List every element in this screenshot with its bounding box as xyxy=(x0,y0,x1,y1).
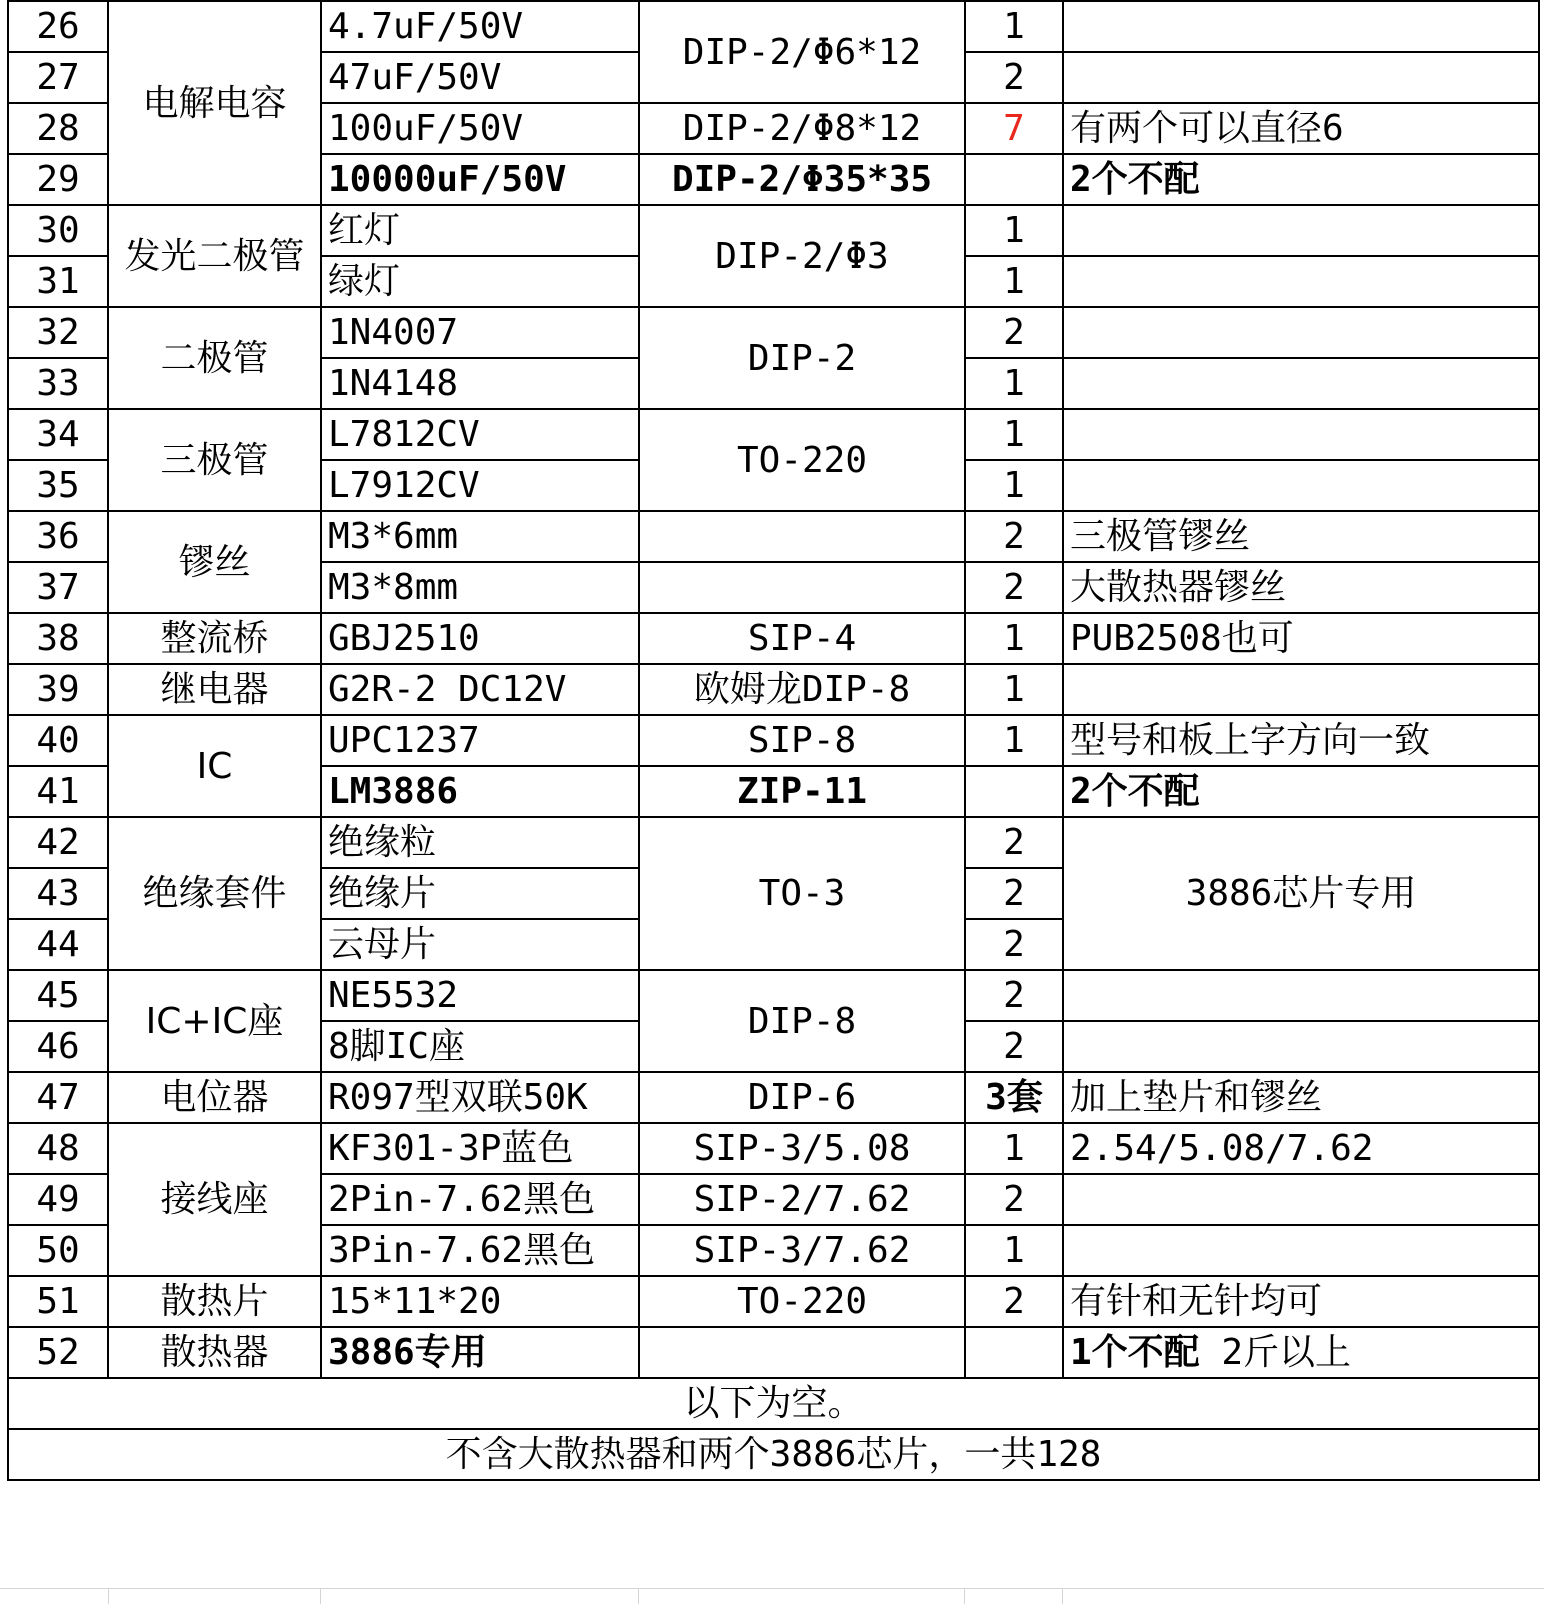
qty-cell[interactable]: 2 xyxy=(965,1021,1063,1072)
row-number[interactable]: 34 xyxy=(8,409,108,460)
package-cell[interactable]: DIP-2/Φ3 xyxy=(639,205,965,307)
note-cell[interactable] xyxy=(1063,1327,1539,1378)
qty-cell[interactable]: 1 xyxy=(965,256,1063,307)
note-cell[interactable]: 2个不配 xyxy=(1063,154,1539,205)
package-cell[interactable]: TO-220 xyxy=(639,1276,965,1327)
note-cell[interactable] xyxy=(1063,460,1539,511)
row-number[interactable]: 39 xyxy=(8,664,108,715)
qty-cell[interactable]: 1 xyxy=(965,715,1063,766)
note-cell[interactable]: 加上垫片和镠丝 xyxy=(1063,1072,1539,1123)
empty-notice[interactable]: 以下为空。 xyxy=(8,1378,1539,1429)
category-cell[interactable]: 镠丝 xyxy=(108,511,321,613)
spec-cell[interactable]: M3*6mm xyxy=(321,511,639,562)
row-number[interactable]: 51 xyxy=(8,1276,108,1327)
qty-cell[interactable]: 1 xyxy=(965,613,1063,664)
note-cell[interactable]: 有两个可以直径6 xyxy=(1063,103,1539,154)
row-number[interactable]: 29 xyxy=(8,154,108,205)
category-cell[interactable]: 发光二极管 xyxy=(108,205,321,307)
table-row xyxy=(8,817,1539,868)
spec-cell[interactable]: 4.7uF/50V xyxy=(321,1,639,52)
qty-cell[interactable]: 1 xyxy=(965,1225,1063,1276)
qty-cell[interactable]: 2 xyxy=(965,868,1063,919)
qty-cell[interactable]: 1 xyxy=(965,460,1063,511)
qty-cell[interactable]: 1 xyxy=(965,205,1063,256)
qty-cell[interactable]: 1 xyxy=(965,409,1063,460)
note-cell[interactable] xyxy=(1063,358,1539,409)
qty-cell[interactable] xyxy=(965,1327,1063,1378)
spec-cell[interactable]: 10000uF/50V xyxy=(321,154,639,205)
qty-cell[interactable]: 2 xyxy=(965,562,1063,613)
row-number[interactable]: 26 xyxy=(8,1,108,52)
category-cell[interactable]: 继电器 xyxy=(108,664,321,715)
spec-cell[interactable]: LM3886 xyxy=(321,766,639,817)
note-cell[interactable]: 3886芯片专用 xyxy=(1063,817,1539,970)
package-cell[interactable]: SIP-3/5.08 xyxy=(639,1123,965,1174)
qty-cell[interactable]: 2 xyxy=(965,970,1063,1021)
row-number[interactable]: 40 xyxy=(8,715,108,766)
category-cell[interactable]: 三极管 xyxy=(108,409,321,511)
note-cell[interactable] xyxy=(1063,205,1539,256)
note-bold-part: 1个不配 xyxy=(1070,1332,1200,1373)
package-cell[interactable]: TO-3 xyxy=(639,817,965,970)
row-number[interactable]: 44 xyxy=(8,919,108,970)
package-cell[interactable]: SIP-4 xyxy=(639,613,965,664)
row-number[interactable]: 45 xyxy=(8,970,108,1021)
total-notice-row xyxy=(8,1429,1539,1480)
row-number[interactable]: 32 xyxy=(8,307,108,358)
grid-divider xyxy=(964,1589,965,1604)
package-cell[interactable]: SIP-8 xyxy=(639,715,965,766)
package-cell[interactable]: TO-220 xyxy=(639,409,965,511)
spec-cell[interactable]: GBJ2510 xyxy=(321,613,639,664)
table-row xyxy=(8,1276,1539,1327)
note-cell[interactable] xyxy=(1063,1225,1539,1276)
note-cell[interactable]: 2.54/5.08/7.62 xyxy=(1063,1123,1539,1174)
category-cell[interactable]: IC xyxy=(108,715,321,817)
spec-cell[interactable]: 云母片 xyxy=(321,919,639,970)
spec-cell[interactable]: 3886专用 xyxy=(321,1327,639,1378)
row-number[interactable]: 36 xyxy=(8,511,108,562)
total-notice[interactable]: 不含大散热器和两个3886芯片，一共128 xyxy=(8,1429,1539,1480)
qty-cell[interactable]: 3套 xyxy=(965,1072,1063,1123)
qty-cell[interactable]: 2 xyxy=(965,817,1063,868)
qty-cell[interactable]: 2 xyxy=(965,1276,1063,1327)
row-number[interactable]: 43 xyxy=(8,868,108,919)
category-cell[interactable]: 电解电容 xyxy=(108,1,321,205)
row-number[interactable]: 27 xyxy=(8,52,108,103)
row-number[interactable]: 46 xyxy=(8,1021,108,1072)
qty-cell-highlighted[interactable]: 7 xyxy=(965,103,1063,154)
spec-cell[interactable]: 100uF/50V xyxy=(321,103,639,154)
spec-cell[interactable]: 绿灯 xyxy=(321,256,639,307)
note-cell[interactable]: 三极管镠丝 xyxy=(1063,511,1539,562)
row-number[interactable]: 30 xyxy=(8,205,108,256)
qty-cell[interactable]: 2 xyxy=(965,919,1063,970)
qty-cell[interactable]: 1 xyxy=(965,1,1063,52)
row-number[interactable]: 28 xyxy=(8,103,108,154)
note-cell[interactable] xyxy=(1063,970,1539,1021)
table-row xyxy=(8,409,1539,460)
package-cell[interactable]: SIP-2/7.62 xyxy=(639,1174,965,1225)
table-row xyxy=(8,1,1539,52)
qty-cell[interactable]: 1 xyxy=(965,358,1063,409)
note-cell[interactable]: 有针和无针均可 xyxy=(1063,1276,1539,1327)
spec-cell[interactable]: 红灯 xyxy=(321,205,639,256)
spec-cell[interactable]: G2R-2 DC12V xyxy=(321,664,639,715)
row-number[interactable]: 52 xyxy=(8,1327,108,1378)
package-cell[interactable]: ZIP-11 xyxy=(639,766,965,817)
spec-cell[interactable]: 47uF/50V xyxy=(321,52,639,103)
sheet-gridlines xyxy=(0,1588,1544,1604)
grid-divider xyxy=(638,1589,639,1604)
note-cell[interactable] xyxy=(1063,664,1539,715)
spec-cell[interactable]: KF301-3P蓝色 xyxy=(321,1123,639,1174)
table-row xyxy=(8,715,1539,766)
package-cell[interactable]: DIP-2 xyxy=(639,307,965,409)
qty-cell[interactable] xyxy=(965,766,1063,817)
package-cell[interactable] xyxy=(639,562,965,613)
row-number[interactable]: 38 xyxy=(8,613,108,664)
note-cell[interactable]: 大散热器镠丝 xyxy=(1063,562,1539,613)
qty-cell[interactable]: 2 xyxy=(965,307,1063,358)
table-row xyxy=(8,1327,1539,1378)
note-cell[interactable] xyxy=(1063,256,1539,307)
qty-cell[interactable]: 2 xyxy=(965,52,1063,103)
table-row xyxy=(8,613,1539,664)
package-cell[interactable]: 欧姆龙DIP-8 xyxy=(639,664,965,715)
package-cell[interactable]: DIP-2/Φ35*35 xyxy=(639,154,965,205)
note-cell[interactable] xyxy=(1063,307,1539,358)
spec-cell[interactable]: 2Pin-7.62黑色 xyxy=(321,1174,639,1225)
table-row xyxy=(8,664,1539,715)
spec-cell[interactable]: 1N4148 xyxy=(321,358,639,409)
grid-divider xyxy=(108,1589,109,1604)
grid-divider xyxy=(320,1589,321,1604)
note-cell[interactable]: 型号和板上字方向一致 xyxy=(1063,715,1539,766)
bom-table xyxy=(7,0,1540,1481)
table-row xyxy=(8,511,1539,562)
package-cell[interactable] xyxy=(639,1327,965,1378)
category-cell[interactable]: 整流桥 xyxy=(108,613,321,664)
note-cell[interactable] xyxy=(1063,1,1539,52)
spec-cell[interactable]: 绝缘片 xyxy=(321,868,639,919)
qty-cell[interactable]: 1 xyxy=(965,664,1063,715)
category-cell[interactable]: 散热片 xyxy=(108,1276,321,1327)
note-cell[interactable] xyxy=(1063,409,1539,460)
note-cell[interactable]: 2个不配 xyxy=(1063,766,1539,817)
category-cell[interactable]: 绝缘套件 xyxy=(108,817,321,970)
spec-cell[interactable]: R097型双联50K xyxy=(321,1072,639,1123)
package-cell[interactable] xyxy=(639,511,965,562)
spec-cell[interactable]: L7912CV xyxy=(321,460,639,511)
package-cell[interactable]: DIP-2/Φ8*12 xyxy=(639,103,965,154)
note-cell[interactable] xyxy=(1063,1174,1539,1225)
spec-cell[interactable]: NE5532 xyxy=(321,970,639,1021)
table-row xyxy=(8,1123,1539,1174)
table-row xyxy=(8,205,1539,256)
spec-cell[interactable]: 3Pin-7.62黑色 xyxy=(321,1225,639,1276)
row-number[interactable]: 33 xyxy=(8,358,108,409)
spec-cell[interactable]: L7812CV xyxy=(321,409,639,460)
spec-cell[interactable]: 8脚IC座 xyxy=(321,1021,639,1072)
row-number[interactable]: 35 xyxy=(8,460,108,511)
note-cell[interactable] xyxy=(1063,52,1539,103)
spec-cell[interactable]: 绝缘粒 xyxy=(321,817,639,868)
empty-notice-row xyxy=(8,1378,1539,1429)
row-number[interactable]: 49 xyxy=(8,1174,108,1225)
category-cell[interactable]: 接线座 xyxy=(108,1123,321,1276)
spec-cell[interactable]: 15*11*20 xyxy=(321,1276,639,1327)
row-number[interactable]: 37 xyxy=(8,562,108,613)
qty-cell[interactable] xyxy=(965,154,1063,205)
package-cell[interactable]: DIP-6 xyxy=(639,1072,965,1123)
row-number[interactable]: 31 xyxy=(8,256,108,307)
note-cell[interactable] xyxy=(1063,1021,1539,1072)
table-row xyxy=(8,970,1539,1021)
package-cell[interactable]: DIP-8 xyxy=(639,970,965,1072)
spec-cell[interactable]: UPC1237 xyxy=(321,715,639,766)
grid-divider xyxy=(1062,1589,1063,1604)
category-cell[interactable]: 电位器 xyxy=(108,1072,321,1123)
row-number[interactable]: 47 xyxy=(8,1072,108,1123)
spec-cell[interactable]: M3*8mm xyxy=(321,562,639,613)
table-row xyxy=(8,1072,1539,1123)
note-cell[interactable]: PUB2508也可 xyxy=(1063,613,1539,664)
package-cell[interactable]: DIP-2/Φ6*12 xyxy=(639,1,965,103)
row-number[interactable]: 42 xyxy=(8,817,108,868)
qty-cell[interactable]: 2 xyxy=(965,511,1063,562)
category-cell[interactable]: 散热器 xyxy=(108,1327,321,1378)
table-row xyxy=(8,307,1539,358)
note-extra: 2斤以上 xyxy=(1221,1332,1352,1373)
category-cell[interactable]: 二极管 xyxy=(108,307,321,409)
category-cell[interactable]: IC+IC座 xyxy=(108,970,321,1072)
qty-cell[interactable]: 1 xyxy=(965,1123,1063,1174)
spec-cell[interactable]: 1N4007 xyxy=(321,307,639,358)
package-cell[interactable]: SIP-3/7.62 xyxy=(639,1225,965,1276)
row-number[interactable]: 50 xyxy=(8,1225,108,1276)
row-number[interactable]: 41 xyxy=(8,766,108,817)
row-number[interactable]: 48 xyxy=(8,1123,108,1174)
qty-cell[interactable]: 2 xyxy=(965,1174,1063,1225)
